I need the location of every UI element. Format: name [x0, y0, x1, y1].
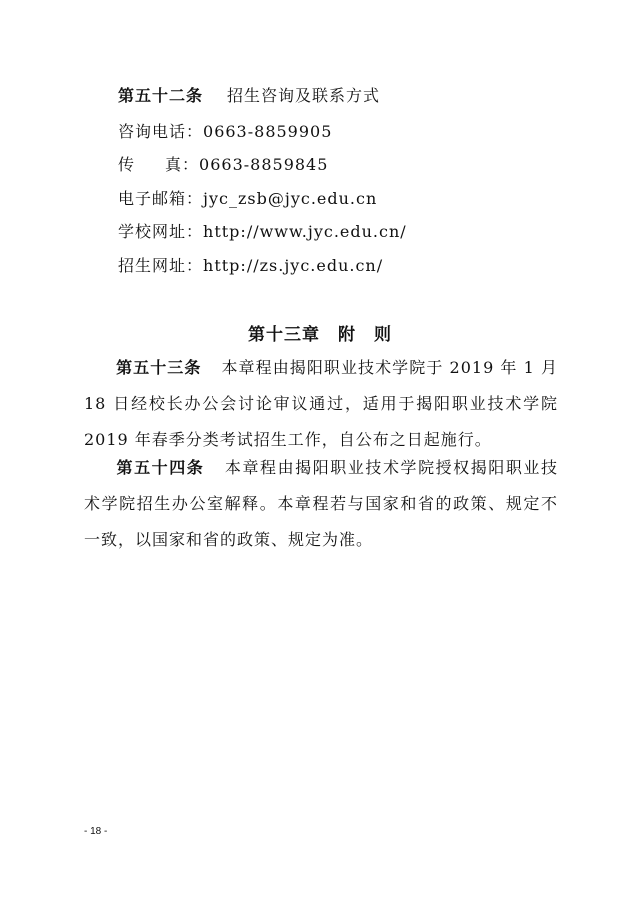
admission-site-label: 招生网址： [118, 256, 204, 275]
email-value: jyc_zsb@jyc.edu.cn [203, 189, 378, 208]
email-label: 电子邮箱： [118, 189, 204, 208]
article-52-heading-line [118, 86, 380, 106]
article-54-body: 本章程由揭阳职业技术学院授权揭阳职业技术学院招生办公室解释。本章程若与国家和省的政策、规定不一致，以国家和省的政策、规定为准。 [84, 458, 558, 549]
article-53-paragraph [84, 350, 558, 458]
admission-site-value: http://zs.jyc.edu.cn/ [203, 256, 384, 275]
article-54-heading: 第五十四条 [116, 458, 205, 477]
email-line [118, 189, 377, 209]
fax-label-second: 真： [165, 155, 200, 174]
school-site-value: http://www.jyc.edu.cn/ [203, 222, 407, 241]
article-53-body: 本章程由揭阳职业技术学院于 2019 年 1 月 18 日经校长办公会讨论审议通过，适用于揭阳职业技术学院 2019 年春季分类考试招生工作，自公布之日起施行。 [84, 358, 558, 449]
fax-value: 0663-8859845 [199, 155, 329, 174]
article-52-heading: 第五十二条 [118, 86, 204, 105]
chapter-13-title: 第十三章 附 则 [248, 325, 392, 345]
phone-value: 0663-8859905 [203, 122, 333, 141]
article-52-title: 招生咨询及联系方式 [227, 86, 381, 105]
fax-label-first: 传 [118, 155, 136, 174]
phone-line [118, 122, 332, 142]
school-site-line [118, 222, 407, 242]
fax-line [118, 155, 328, 175]
article-54-paragraph [84, 450, 558, 558]
school-site-label: 学校网址： [118, 222, 204, 241]
page-number: - 18 - [84, 826, 108, 837]
phone-label: 咨询电话： [118, 122, 204, 141]
article-53-heading: 第五十三条 [116, 358, 202, 377]
admission-site-line [118, 256, 383, 276]
